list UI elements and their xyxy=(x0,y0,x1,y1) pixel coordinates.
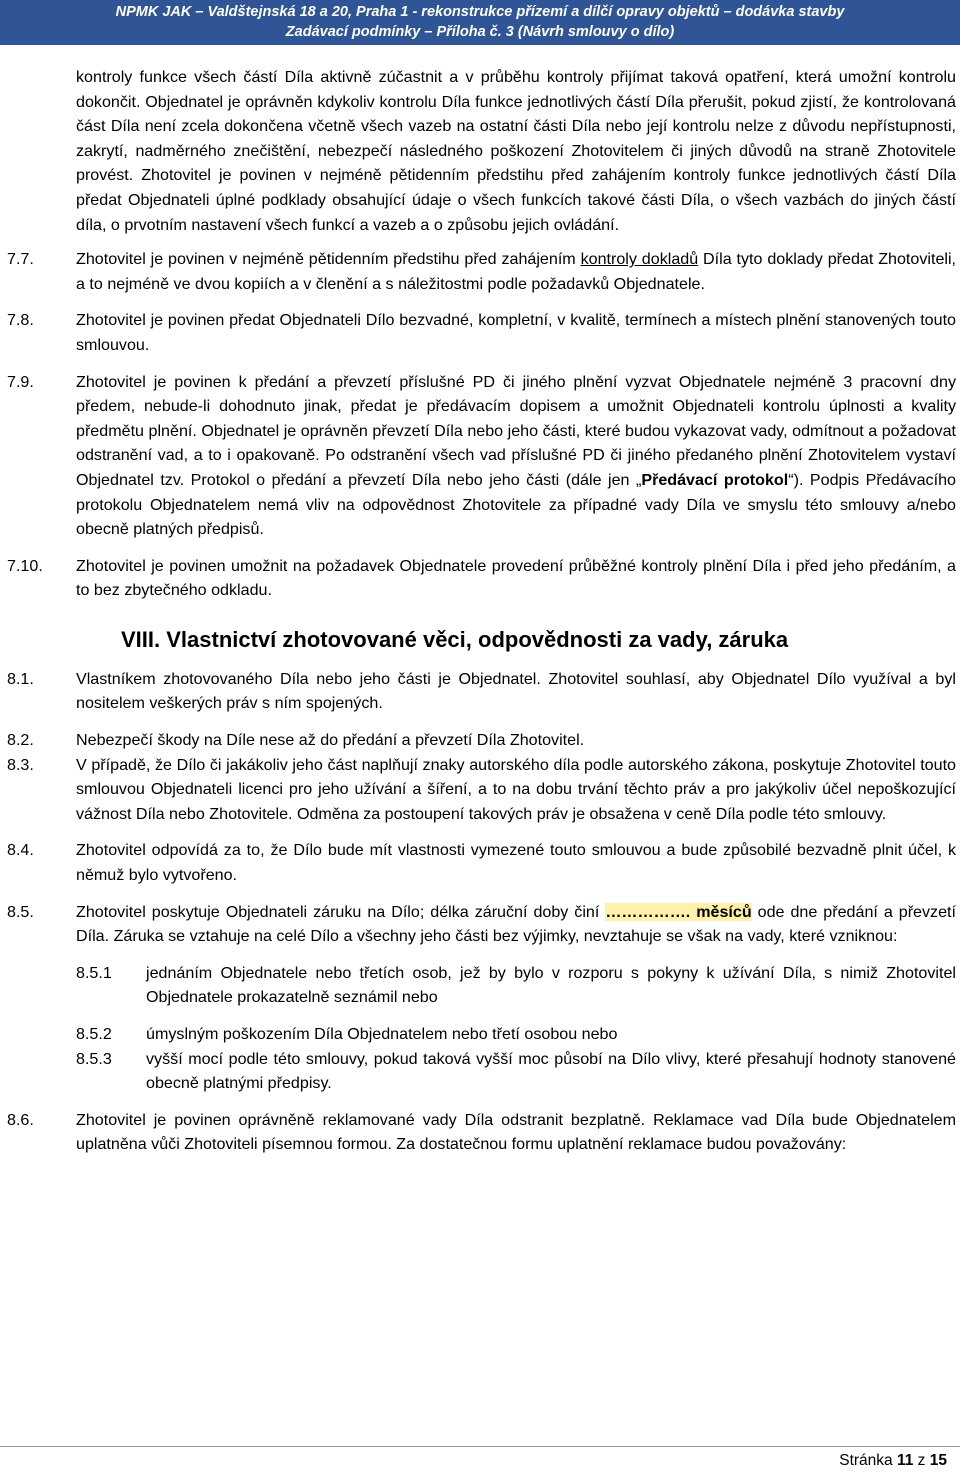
footer-middle: z xyxy=(913,1452,930,1469)
clause-8-3 xyxy=(7,753,956,827)
clause-number: 7.9. xyxy=(7,372,34,391)
subclause-text: jednáním Objednatele nebo třetích osob, jež by bylo v rozporu s pokyny k užívání Díla, s nimiž Zhotovitel Objednatele prokazatelně seznámil nebo xyxy=(146,963,956,1007)
document-body xyxy=(0,65,960,1157)
header-line-1: NPMK JAK – Valdštejnská 18 a 20, Praha 1 - rekonstrukce přízemí a dílčí opravy objektů – dodávka stavby xyxy=(115,4,845,20)
current-page-number: 11 xyxy=(896,1452,914,1469)
clause-text-cont: ode dne předání a převzetí Díla. Záruka se vztahuje na celé Dílo a všechny jeho části bez výjimky, nevztahuje se však na vady, které vzniknou: xyxy=(76,902,956,946)
clause-text: Nebezpečí škody na Díle nese až do předání a převzetí Díla Zhotovitel. xyxy=(76,731,585,750)
header-line-2: Zadávací podmínky – Příloha č. 3 (Návrh smlouvy o dílo) xyxy=(285,24,675,40)
clause-8-5-3 xyxy=(76,1047,956,1096)
section-heading-viii: VIII. Vlastnictví zhotovované věci, odpovědnosti za vady, záruka xyxy=(121,626,789,652)
clause-text-cont: “). Podpis Předávacího protokolu Objednatelem nemá vliv na odpovědnost Zhotovitele za případné vady Díla ve smyslu této smlouvy a/nebo obecně platných předpisů. xyxy=(76,470,956,539)
total-page-count: 15 xyxy=(929,1452,947,1469)
subclause-number: 8.5.2 xyxy=(76,1025,112,1043)
clause-text: Vlastníkem zhotovovaného Díla nebo jeho části je Objednatel. Zhotovitel souhlasí, aby Objednatel Dílo využíval a byl nositelem veškerých práv s ním spojených. xyxy=(76,669,956,713)
clause-text: Zhotovitel poskytuje Objednateli záruku na Dílo; délka záruční doby činí xyxy=(76,902,606,921)
clause-7-8 xyxy=(7,308,956,357)
clause-8-5-2 xyxy=(76,1022,956,1047)
clause-8-2 xyxy=(7,728,956,753)
clause-8-4 xyxy=(7,838,956,887)
page-header xyxy=(0,0,960,45)
clause-number: 8.4. xyxy=(7,841,34,860)
clause-number: 8.6. xyxy=(7,1110,34,1129)
clause-8-1 xyxy=(7,667,956,716)
clause-8-6 xyxy=(7,1108,956,1157)
clause-number: 7.10. xyxy=(7,556,43,575)
clause-text-cont: Díla tyto doklady předat Zhotoviteli, a to nejméně ve dvou kopiích a v členění a s náležitostmi podle požadavků Objednatele. xyxy=(76,250,957,293)
clause-7-9 xyxy=(7,370,956,542)
clause-number: 8.1. xyxy=(7,669,34,688)
footer-divider xyxy=(0,1446,960,1447)
clause-number: 8.2. xyxy=(7,731,34,750)
clause-text: Zhotovitel je povinen v nejméně pětidenním předstihu před zahájením xyxy=(76,250,581,269)
underlined-phrase: kontroly dokladů xyxy=(580,250,699,269)
clause-text: Zhotovitel odpovídá za to, že Dílo bude mít vlastnosti vymezené touto smlouvou a bude způsobilé bezvadně plnit účel, k němuž bylo vytvořeno. xyxy=(76,841,956,885)
intro-paragraph: kontroly funkce všech částí Díla aktivně zúčastnit a v průběhu kontroly přijímat taková opatření, která umožní kontrolu dokončit. Objednatel je oprávněn kdykoliv kontrolu Díla funkce jednotlivých částí Díla přerušit, pokud zjistí, že kontrolovaná část Díla není zcela dokončena včetně všech vazeb na ostatní části Díla nebo její kontrolu nelze z důvodu nepřístupnosti, zakrytí, nadměrného znečištění, nebezpečí následného poškození Zhotovitelem či jiných důvodů na straně Zhotovitele provést. Zhotovitel je povinen v nejméně pětidenním předstihu před zahájením kontroly funkce jednotlivých částí Díla předat Objednateli úplné podklady obsahující údaje o všech funkcích takové části Díla, o všech vazbách do jiných částí díla, o prvotním nastavení všech funkcí a vazeb a o způsobu jejich ovládání. xyxy=(76,68,956,234)
clause-text: Zhotovitel je povinen předat Objednateli Dílo bezvadné, kompletní, v kvalitě, termínech a místech plnění stanovených touto smlouvou. xyxy=(76,311,956,354)
clause-8-5 xyxy=(7,900,956,949)
clause-text: Zhotovitel je povinen umožnit na požadavek Objednatele provedení průběžné kontroly plnění Díla i před jeho předáním, a to bez zbytečného odkladu. xyxy=(76,556,956,600)
clause-text: Zhotovitel je povinen k předání a převzetí příslušné PD či jiného plnění vyzvat Objednatele nejméně 3 pracovní dny předem, nebude-li dohodnuto jinak, předat je předávacím dopisem a umožnit Objednateli kontrolu úplnosti a kvality předmětu plnění. Objednatel je oprávněn převzetí Díla nebo jeho části, které budou vykazovat vady, odmítnout a požadovat odstranění vad, a to i opakovaně. Po odstranění všech vad příslušné PD či jiného předaného plnění Zhotovitelem vystaví Objednatel tzv. Protokol o předání a převzetí Díla nebo jeho části (dále jen „ xyxy=(76,372,956,489)
warranty-period-placeholder: ……………. měsíců xyxy=(605,902,752,921)
clause-number: 7.8. xyxy=(7,311,34,330)
subclause-number: 8.5.1 xyxy=(76,963,112,982)
footer-prefix: Stránka xyxy=(839,1452,897,1469)
clause-number: 7.7. xyxy=(7,250,34,269)
clause-number: 8.5. xyxy=(7,902,34,921)
clause-text: V případě, že Dílo či jakákoliv jeho část naplňují znaky autorského díla podle autorského zákona, poskytuje Zhotovitel touto smlouvou Objednateli licenci pro jeho užívání a šíření, a to na dobu trvání těchto práv a pro jakýkoliv účel nepoškozující vážnost Díla nebo Zhotovitele. Odměna za postoupení takových práv je obsažena v ceně Díla podle této smlouvy. xyxy=(76,755,956,823)
page-footer xyxy=(839,1452,947,1470)
clause-8-5-1 xyxy=(76,961,956,1010)
clause-7-7 xyxy=(7,247,957,296)
subclause-text: úmyslným poškozením Díla Objednatelem nebo třetí osobou nebo xyxy=(146,1025,618,1043)
subclause-text: vyšší mocí podle této smlouvy, pokud taková vyšší moc působí na Dílo vlivy, které přesahují hodnoty stanovené obecně platnými předpisy. xyxy=(146,1049,956,1093)
clause-7-10 xyxy=(7,554,956,603)
subclause-number: 8.5.3 xyxy=(76,1049,112,1068)
clause-number: 8.3. xyxy=(7,755,34,774)
bold-term: Předávací protokol xyxy=(641,470,789,489)
clause-text: Zhotovitel je povinen oprávněně reklamované vady Díla odstranit bezplatně. Reklamace vad Díla bude Objednatelem uplatněna vůči Zhotoviteli písemnou formou. Za dostatečnou formu uplatnění reklamace budou považovány: xyxy=(76,1110,956,1154)
